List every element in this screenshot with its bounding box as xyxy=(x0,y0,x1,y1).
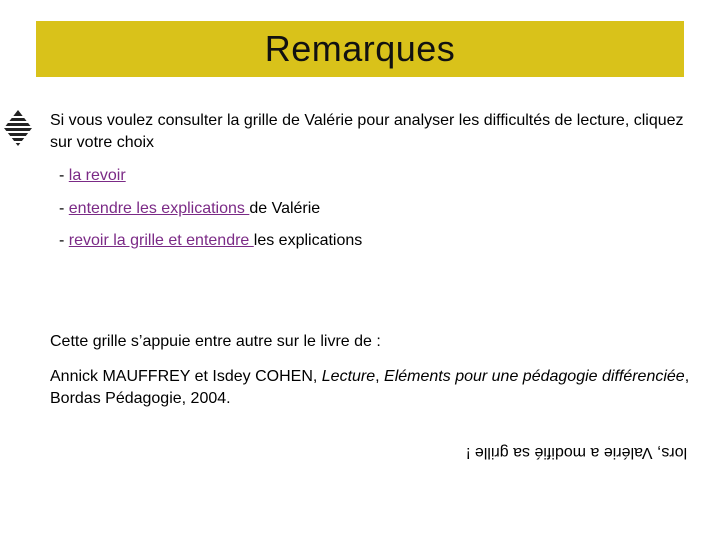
reference-citation xyxy=(50,366,690,410)
reference-title-lecture: Lecture xyxy=(321,368,376,385)
reference-title-elements: Eléments pour une pédagogie différenciée xyxy=(384,368,685,385)
option-suffix: les explications xyxy=(253,232,363,249)
reference-sep: , xyxy=(375,368,385,385)
reference-authors: Annick MAUFFREY et Isdey COHEN, xyxy=(50,368,322,385)
mirrored-caption: lors, Valérie a modifié sa grille ! xyxy=(466,444,688,461)
title-banner xyxy=(36,21,684,77)
option-entendre xyxy=(59,199,320,219)
striped-bullet-icon xyxy=(2,108,34,148)
reference-publisher: , Bordas Pédagogie, 2004. xyxy=(50,368,690,407)
reference-intro: Cette grille s’appuie entre autre sur le livre de : xyxy=(50,333,381,350)
option-revoir xyxy=(59,166,126,186)
link-entendre-explications[interactable]: entendre les explications xyxy=(68,200,250,217)
page-title: Remarques xyxy=(264,28,456,69)
intro-text: Si vous voulez consulter la grille de Valérie pour analyser les difficultés de lecture, cliquez sur votre choix xyxy=(50,112,684,151)
option-suffix: de Valérie xyxy=(249,200,321,217)
option-dash: - xyxy=(59,200,69,217)
option-dash: - xyxy=(59,167,69,184)
link-la-revoir[interactable]: la revoir xyxy=(68,167,126,184)
option-revoir-entendre xyxy=(59,231,362,251)
link-revoir-grille-entendre[interactable]: revoir la grille et entendre xyxy=(68,232,254,249)
option-dash: - xyxy=(59,232,69,249)
